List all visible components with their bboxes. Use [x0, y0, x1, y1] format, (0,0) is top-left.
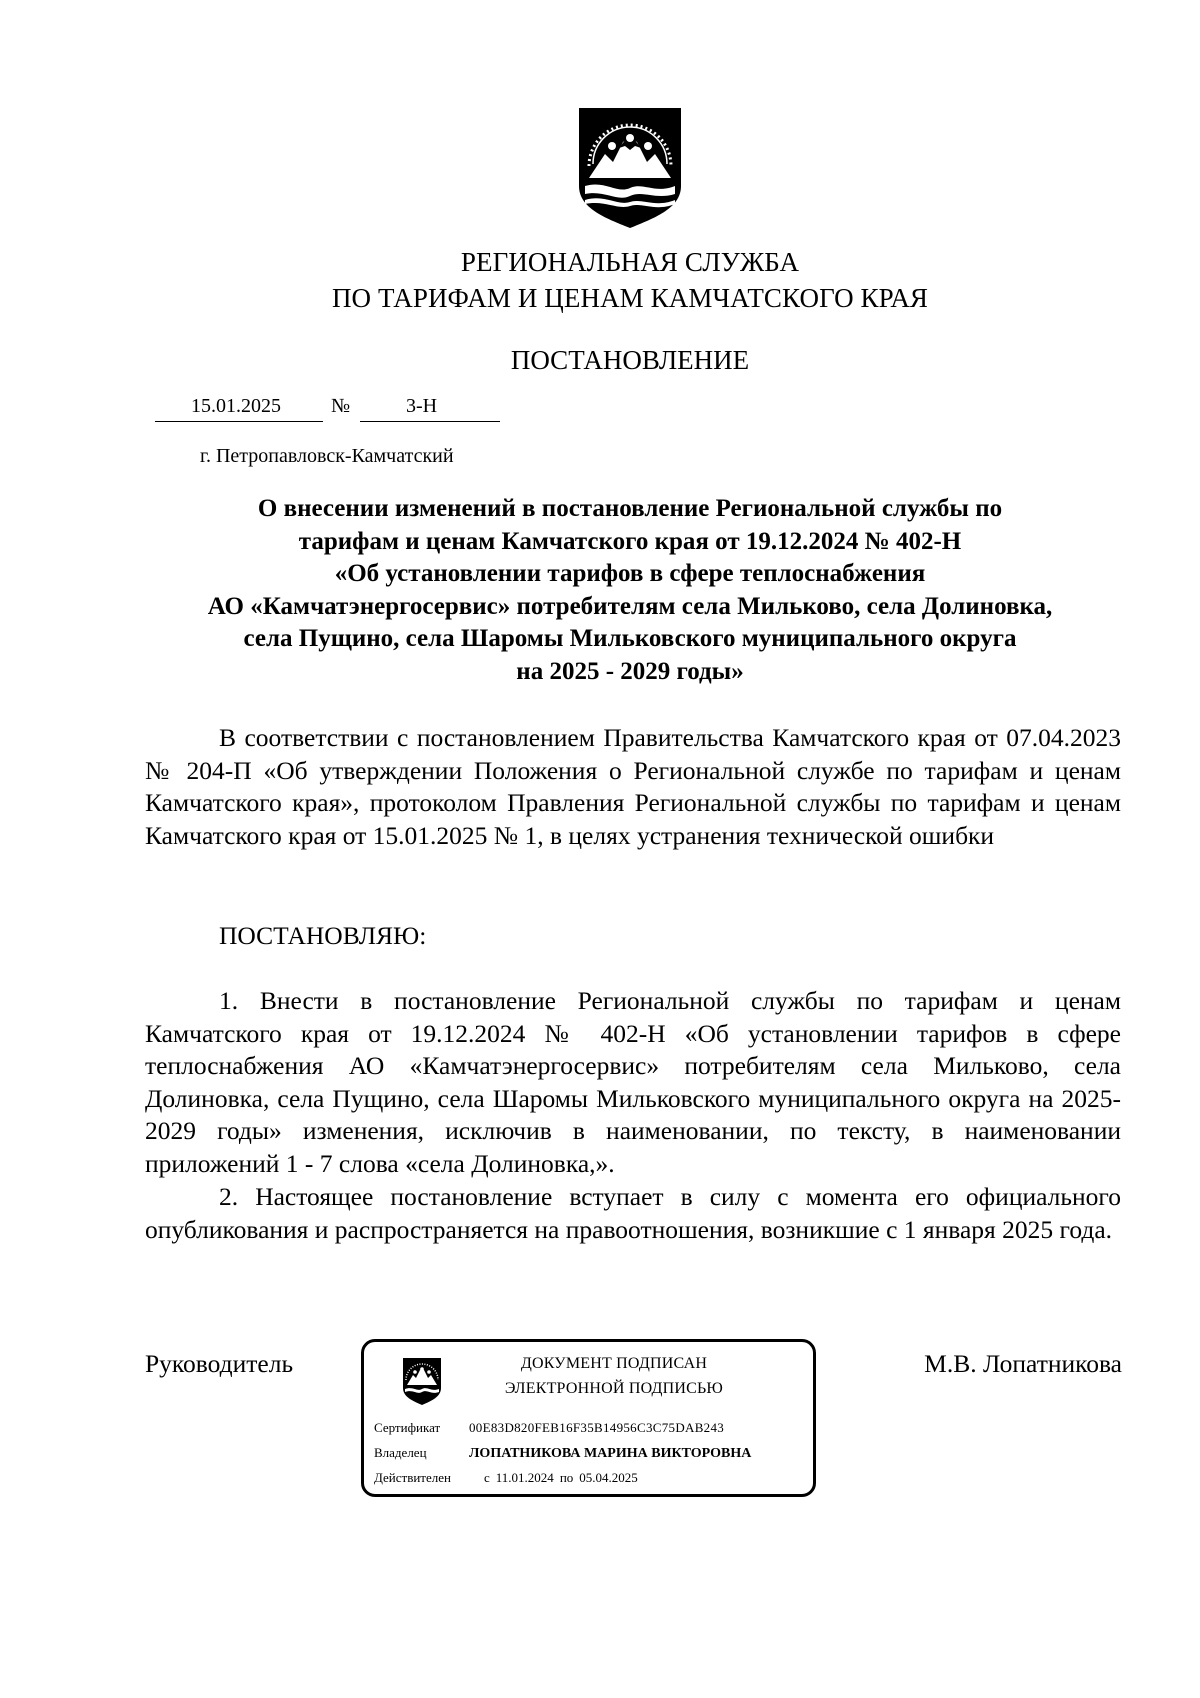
owner-label: Владелец: [374, 1445, 427, 1460]
signatory-role: Руководитель: [145, 1349, 294, 1378]
title-line: тарифам и ценам Камчатского края от 19.12.2024 № 402-Н: [298, 527, 962, 555]
valid-to-prefix: по: [559, 1470, 574, 1485]
org-name-line-2: ПО ТАРИФАМ И ЦЕНАМ КАМЧАТСКОГО КРАЯ: [331, 283, 929, 313]
date-underline: [155, 421, 323, 422]
stamp-validity-row: [374, 1469, 638, 1487]
electronic-signature-stamp: [361, 1339, 816, 1497]
stamp-heading-2: ЭЛЕКТРОННОЙ ПОДПИСЬЮ: [504, 1380, 724, 1397]
coat-of-arms-icon: [575, 104, 685, 230]
validity-label: Действителен: [374, 1470, 451, 1485]
stamp-coat-of-arms-icon: [401, 1356, 443, 1406]
number-sign: №: [331, 395, 351, 417]
valid-from-date: 11.01.2024: [495, 1470, 554, 1485]
valid-from-prefix: с: [484, 1470, 490, 1485]
preamble-paragraph: В соответствии с постановлением Правительства Камчатского края от 07.04.2023 № 204-П «Об утверждении Положения о Региональной службе по тарифам и ценам Камчатского края», протоколом Правления Региональной службы по тарифам и ценам Камчатского края от 15.01.2025 № 1, в целях устранения технической ошибки: [145, 723, 1121, 850]
document-type: ПОСТАНОВЛЕНИЕ: [510, 345, 750, 375]
certificate-label: Сертификат: [374, 1420, 441, 1435]
valid-to-date: 05.04.2025: [579, 1470, 638, 1485]
stamp-heading-1: ДОКУМЕНТ ПОДПИСАН: [520, 1355, 708, 1372]
title-line: О внесении изменений в постановление Региональной службы по: [257, 495, 1003, 522]
number-underline: [360, 421, 500, 422]
document-title: [130, 493, 1130, 688]
item-2-paragraph: 2. Настоящее постановление вступает в силу с момента его официального опубликования и распространяется на правоотношения, возникшие с 1 января 2025 года.: [145, 1182, 1121, 1244]
stamp-certificate-row: [374, 1419, 724, 1437]
stamp-owner-row: [374, 1444, 751, 1463]
title-line: на 2025 - 2029 годы»: [516, 657, 744, 685]
signatory-name: М.В. Лопатникова: [924, 1349, 1122, 1378]
item-1-paragraph: 1. Внести в постановление Региональной службы по тарифам и ценам Камчатского края от 19.12.2024 № 402-Н «Об установлении тарифов в сфере теплоснабжения АО «Камчатэнергосервис» потребителям села Мильково, села Долиновка, села Пущино, села Шаромы Мильковского муниципального округа на 2025-2029 годы» изменения, исключив в наименовании, по тексту, в наименовании приложений 1 - 7 слова «села Долиновка,».: [145, 986, 1121, 1178]
resolve-heading: ПОСТАНОВЛЯЮ:: [219, 921, 427, 950]
title-line: села Пущино, села Шаромы Мильковского муниципального округа: [243, 625, 1017, 652]
owner-value: ЛОПАТНИКОВА МАРИНА ВИКТОРОВНА: [469, 1446, 752, 1461]
title-line: «Об установлении тарифов в сфере теплоснабжения: [334, 560, 926, 587]
certificate-value: 00E83D820FEB16F35B14956C3C75DAB243: [469, 1420, 725, 1435]
issue-city: г. Петропавловск-Камчатский: [200, 445, 454, 467]
title-line: АО «Камчатэнергосервис» потребителям села Мильково, села Долиновка,: [207, 592, 1053, 620]
document-date: 15.01.2025: [191, 395, 281, 417]
document-number: 3-Н: [406, 395, 438, 417]
org-name-line-1: РЕГИОНАЛЬНАЯ СЛУЖБА: [460, 247, 800, 277]
